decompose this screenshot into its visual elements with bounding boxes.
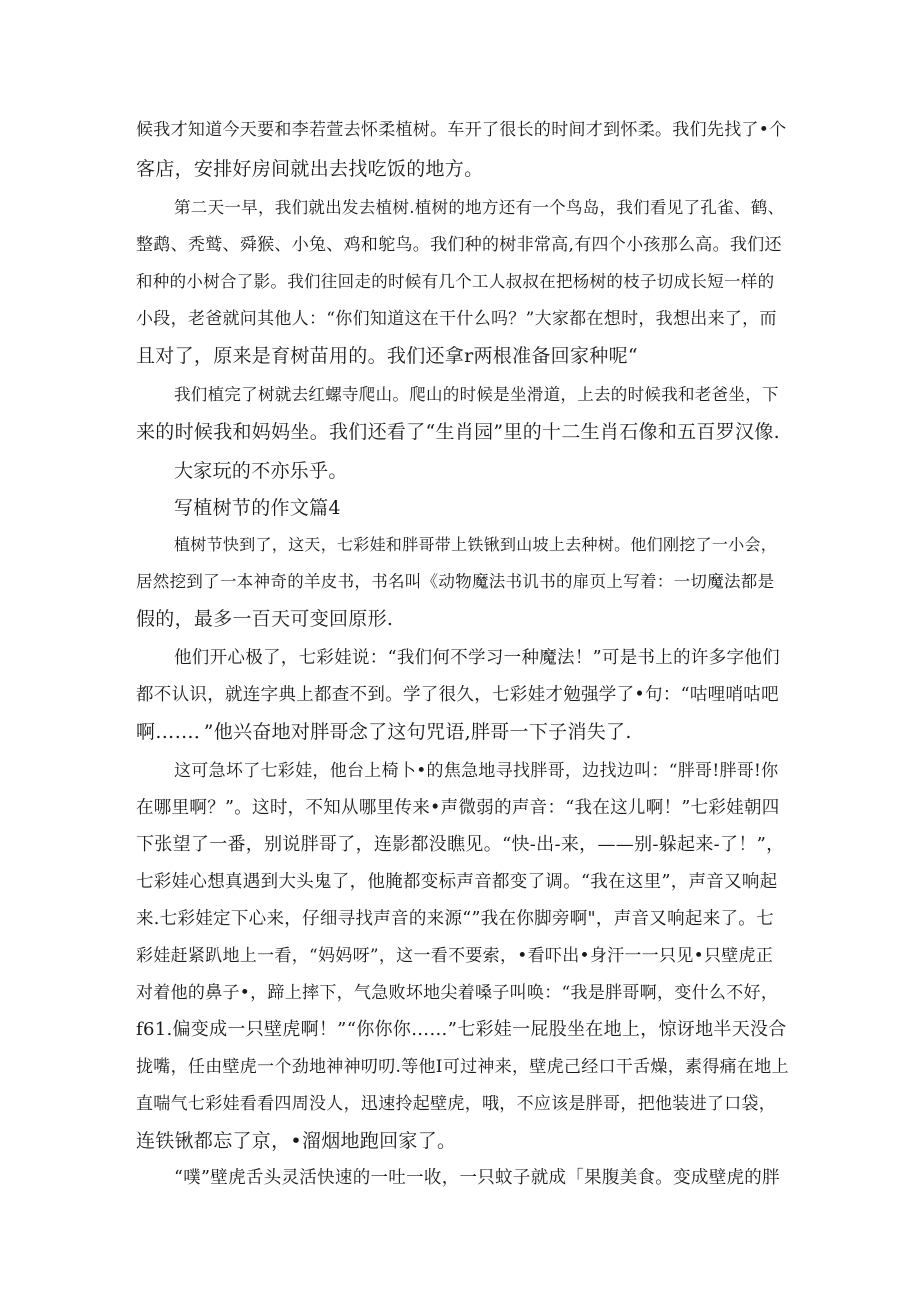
text-line-23: 彩娃赶紧趴地上一看，“妈妈呀”，这一看不要索，•看吓出•身汗一一只见•只壁虎正 (136, 946, 774, 966)
text-line-27: 直喘气七彩娃看看四周没人，迅速拎起壁虎，哦，不应该是胖哥，把他装进了口袋， (136, 1094, 777, 1114)
text-line-1: 候我才知道今天要和李若萱去怀柔植树。车开了很长的时间才到怀柔。我们先找了•个 (136, 120, 787, 140)
text-line-9: 来的时候我和妈妈坐。我们还看了“生肖园”里的十二生肖石像和五百罗汉像. (136, 421, 780, 443)
text-line-19: 在哪里啊？”。这时，不知从哪里传来•声微弱的声音：“我在这儿啊！”七彩娃朝四 (136, 798, 780, 818)
text-line-13: 居然挖到了一本神奇的羊皮书，书名叫《动物魔法书讥书的扉页上写着：一切魔法都是 (136, 572, 775, 591)
text-line-16: 都不认识，就连字典上都查不到。学了很久，七彩娃才勉强学了•句：“咕哩哨咕吧 (136, 685, 779, 705)
section-heading: 写植树节的作文篇4 (174, 497, 341, 519)
text-line-6: 小段，老爸就问其他人：“你们知道这在干什么吗？”大家都在想时，我想出来了，而 (136, 309, 777, 329)
text-line-17: 啊……．”他兴奋地对胖哥念了这句咒语,胖哥一下子消失了. (136, 721, 632, 743)
text-line-8: 我们植完了树就去红螺寺爬山。爬山的时候是坐滑道，上去的时候我和老爸坐，下 (174, 385, 779, 404)
text-line-3: 第二天一早，我们就出发去植树.植树的地方还有一个鸟岛，我们看见了孔雀、鹤、 (174, 198, 785, 217)
text-line-25: f61.偏变成一只壁虎啊！”“你你你……”七彩娃一屁股坐在地上，惊讶地半天没合 (136, 1019, 787, 1040)
text-line-21: 七彩娃心想真遇到大头鬼了，他腌都变标声音都变了调。“我在这里”，声音又响起 (136, 872, 778, 892)
text-line-10: 大家玩的不亦乐乎。 (174, 460, 348, 482)
text-line-26: 拢嘴，任由壁虎一个劲地神神叨叨.等他I可过神来，壁虎己经口干舌燥，素得痛在地上 (136, 1057, 789, 1077)
text-line-15: 他们开心极了，七彩娃说：“我们何不学习一种魔法！”可是书上的许多字他们 (174, 648, 780, 668)
text-line-22: 来.七彩娃定下心来，仔细寻找声音的来源“”我在你脚旁啊"，声音又响起来了。七 (136, 909, 774, 929)
text-line-12: 植树节快到了，这天，七彩娃和胖哥带上铁锹到山坡上去种树。他们刚挖了一小会， (174, 535, 778, 554)
text-line-18: 这可急坏了七彩娃，他台上椅卜•的焦急地寻找胖哥，边找边叫：“胖哥!胖哥!你 (174, 761, 779, 781)
text-line-20: 下张望了一番，别说胖哥了，连影都没瞧见。“快-出-来，——别-躲起来-了！”， (136, 834, 785, 855)
text-line-2: 客店，安排好房间就出去找吃饭的地方。 (136, 158, 484, 180)
text-line-4: 整鹉、秃鹫、舜猴、小兔、鸡和鸵鸟。我们种的树非常高,有四个小孩那么高。我们还 (136, 235, 782, 255)
text-line-7: 且对了，原来是育树苗用的。我们还拿r两根准备回家种呢“ (136, 345, 638, 367)
text-line-28: 连铁锹都忘了京，•溜烟地跑回家了。 (136, 1130, 457, 1152)
text-line-29: “噗”壁虎舌头灵活快速的一吐一收，一只蚊子就成「果腹美食。变成壁虎的胖 (174, 1168, 780, 1188)
text-line-5: 和种的小树合了影。我们往回走的时候有几个工人叔叔在把杨树的枝子切成长短一样的 (136, 272, 775, 291)
text-line-24: 对着他的鼻子•，蹄上摔下，气急败坏地尖着嗓子叫唤：“我是胖哥啊，变什么不好， (136, 983, 779, 1003)
text-line-14: 假的，最多一百天可变回原形. (136, 608, 394, 630)
